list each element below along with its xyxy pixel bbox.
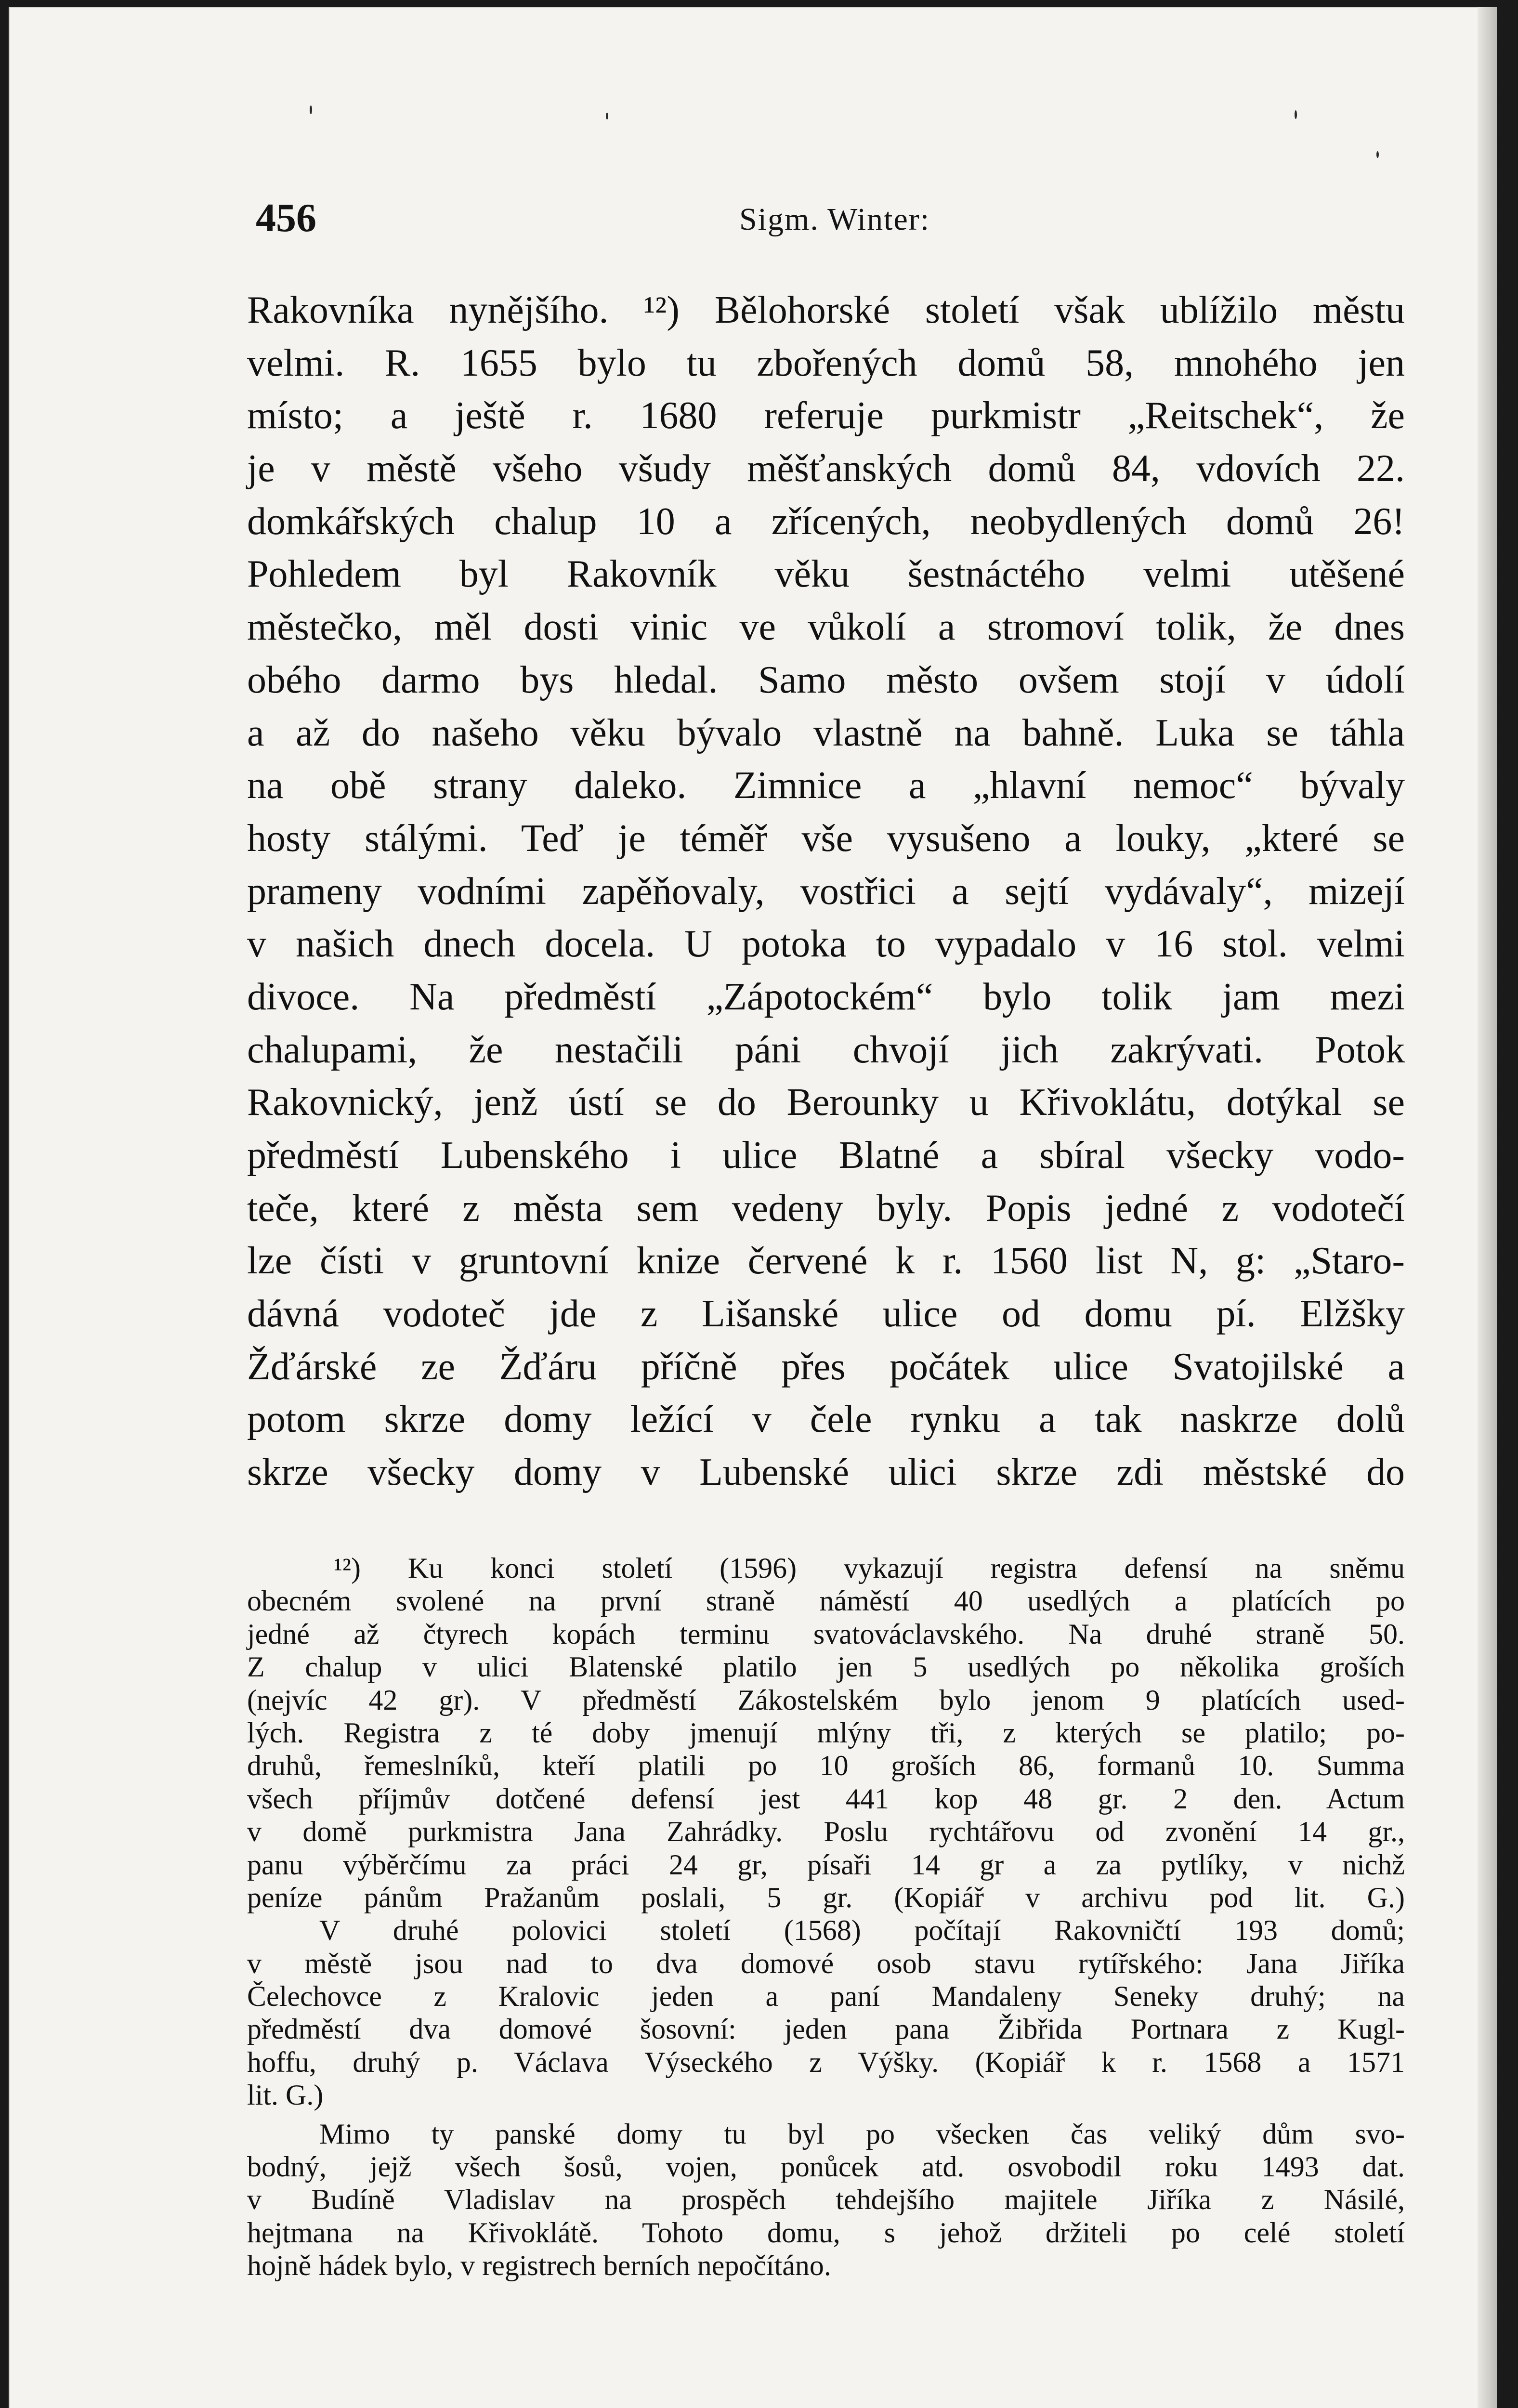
- text-line: Pohledem byl Rakovník věku šestnáctého velmi utěšené: [247, 553, 1405, 596]
- text-line: chalupami, že nestačili páni chvojí jich zakrývati. Potok: [247, 1028, 1405, 1071]
- footnote-line: peníze pánům Pražanům poslali, 5 gr. (Kopiář v archivu pod lit. G.): [247, 1881, 1405, 1913]
- footnotes: [247, 1552, 1405, 2282]
- footnote-line: lit. G.): [247, 2079, 324, 2111]
- text-line: Žďárské ze Žďáru příčně přes počátek ulice Svatojilské a: [247, 1345, 1405, 1388]
- footnote-paragraph: [247, 2118, 1405, 2282]
- text-line: potom skrze domy ležící v čele rynku a tak naskrze dolů: [247, 1398, 1405, 1441]
- footnote-line: předměstí dva domové šosovní: jeden pana Žibřida Portnara z Kugl-: [247, 2013, 1405, 2045]
- text-line: dávná vodoteč jde z Lišanské ulice od domu pí. Elžšky: [247, 1293, 1405, 1335]
- footnote-line: druhů, řemeslníků, kteří platili po 10 groších 86, formanů 10. Summa: [247, 1750, 1405, 1782]
- text-line: prameny vodními zapěňovaly, vostřici a sejtí vydávaly“, mizejí: [247, 870, 1405, 913]
- footnote-line: ¹²) Ku konci století (1596) vykazují registra defensí na sněmu: [334, 1552, 1405, 1584]
- footnote-line: Z chalup v ulici Blatenské platilo jen 5 usedlých po několika groších: [247, 1651, 1405, 1683]
- text-line: v našich dnech docela. U potoka to vypadalo v 16 stol. velmi: [247, 923, 1405, 966]
- footnote-paragraph: [247, 1914, 1405, 2111]
- footnote-line: V druhé polovici století (1568) počítají Rakovničtí 193 domů;: [319, 1914, 1405, 1947]
- footnote-line: (nejvíc 42 gr). V předměstí Zákostelském bylo jenom 9 platících used-: [247, 1684, 1405, 1716]
- footnote-line: v Budíně Vladislav na prospěch tehdejšího majitele Jiříka z Násilé,: [247, 2184, 1405, 2216]
- text-line: obého darmo bys hledal. Samo město ovšem stojí v údolí: [247, 658, 1405, 701]
- page-header: [256, 195, 1413, 248]
- page-edge-shadow: [1478, 7, 1497, 2408]
- page-number: 456: [256, 196, 316, 240]
- footnote-12: [247, 1552, 1405, 1914]
- footnote-line: panu výběrčímu za práci 24 gr, písaři 14 gr a za pytlíky, v nichž: [247, 1848, 1405, 1881]
- text-line: domkářských chalup 10 a zřícených, neobydlených domů 26!: [247, 500, 1405, 543]
- text-line: a až do našeho věku bývalo vlastně na bahně. Luka se táhla: [247, 711, 1405, 754]
- footnote-line: hoffu, druhý p. Václava Výseckého z Výšky. (Kopiář k r. 1568 a 1571: [247, 2046, 1405, 2078]
- text-line: lze čísti v gruntovní knize červené k r. 1560 list N, g: „Staro-: [247, 1240, 1405, 1283]
- footnote-line: obecném svolené na první straně náměstí 40 usedlých a platících po: [247, 1585, 1405, 1617]
- text-line: je v městě všeho všudy měšťanských domů 84, vdovích 22.: [247, 447, 1405, 490]
- main-text: [247, 284, 1405, 1499]
- text-line: na obě strany daleko. Zimnice a „hlavní nemoc“ bývaly: [247, 764, 1405, 807]
- text-line: městečko, měl dosti vinic ve vůkolí a stromoví tolik, že dnes: [247, 606, 1405, 649]
- print-speck: [606, 113, 608, 119]
- footnote-line: v městě jsou nad to dva domové osob stavu rytířského: Jana Jiříka: [247, 1947, 1405, 1979]
- print-speck: [1295, 110, 1297, 119]
- footnote-line: hejtmana na Křivoklátě. Tohoto domu, s jehož držiteli po celé století: [247, 2216, 1405, 2249]
- text-line: divoce. Na předměstí „Zápotockém“ bylo tolik jam mezi: [247, 975, 1405, 1018]
- text-line: předměstí Lubenského i ulice Blatné a sbíral všecky vodo-: [247, 1134, 1405, 1177]
- text-line: teče, které z města sem vedeny byly. Popis jedné z vodotečí: [247, 1187, 1405, 1230]
- text-line: místo; a ještě r. 1680 referuje purkmistr „Reitschek“, že: [247, 394, 1405, 437]
- footnote-line: hojně hádek bylo, v registrech berních nepočítáno.: [247, 2250, 831, 2282]
- footnote-line: Mimo ty panské domy tu byl po všecken čas veliký dům svo-: [319, 2118, 1405, 2150]
- footnote-line: v domě purkmistra Jana Zahrádky. Poslu rychtářovu od zvonění 14 gr.,: [247, 1816, 1405, 1848]
- text-line: Rakovníka nynějšího. ¹²) Bělohorské století však ublížilo městu: [247, 289, 1405, 331]
- footnote-line: všech příjmův dotčené defensí jest 441 kop 48 gr. 2 den. Actum: [247, 1782, 1405, 1815]
- footnote-line: jedné až čtyrech kopách terminu svatováclavského. Na druhé straně 50.: [247, 1618, 1405, 1650]
- text-line: velmi. R. 1655 bylo tu zbořených domů 58, mnohého jen: [247, 341, 1405, 384]
- footnote-line: bodný, jejž všech šosů, vojen, ponůcek atd. osvobodil roku 1493 dat.: [247, 2151, 1405, 2183]
- footnote-line: lých. Registra z té doby jmenují mlýny tři, z kterých se platilo; po-: [247, 1716, 1405, 1749]
- text-line: Rakovnický, jenž ústí se do Berounky u Křivoklátu, dotýkal se: [247, 1081, 1405, 1124]
- running-head: Sigm. Winter:: [739, 202, 930, 237]
- text-line: hosty stálými. Teď je téměř vše vysušeno a louky, „které se: [247, 817, 1405, 860]
- text-line: skrze všecky domy v Lubenské ulici skrze zdi městské do: [247, 1451, 1405, 1494]
- print-speck: [310, 105, 312, 114]
- footnote-line: Čelechovce z Kralovic jeden a paní Mandaleny Seneky druhý; na: [247, 1980, 1405, 2013]
- print-speck: [1376, 151, 1379, 158]
